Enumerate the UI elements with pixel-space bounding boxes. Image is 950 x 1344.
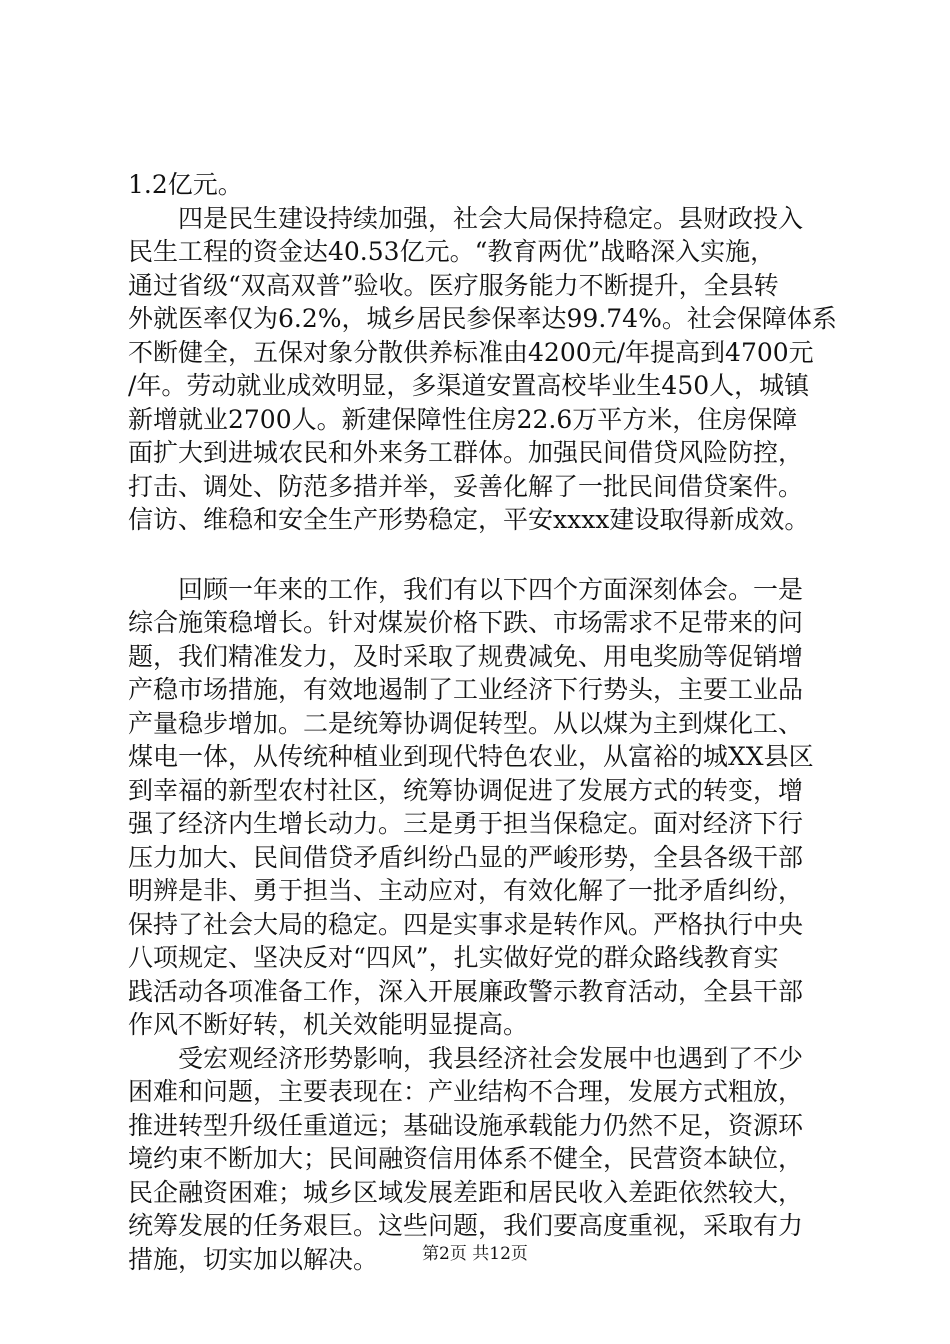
- text-line: 外就医率仅为6.2%，城乡居民参保率达99.74%。社会保障体系: [128, 304, 837, 333]
- text-line: 产量稳步增加。二是统筹协调促转型。从以煤为主到煤化工、: [128, 708, 804, 738]
- text-line: 四是民生建设持续加强，社会大局保持稳定。县财政投入: [128, 203, 804, 233]
- text-line: 1.2亿元。: [128, 170, 243, 199]
- text-line: 信访、维稳和安全生产形势稳定，平安xxxx建设取得新成效。: [128, 505, 810, 534]
- paragraph-gap: [128, 537, 840, 573]
- text-line: 新增就业2700人。新建保障性住房22.6万平方米，住房保障: [128, 404, 798, 434]
- text-line: 民企融资困难；城乡区域发展差距和居民收入差距依然较大，: [128, 1177, 804, 1207]
- text-line: 措施，切实加以解决。: [128, 1244, 379, 1274]
- text-line: 产稳市场措施，有效地遏制了工业经济下行势头，主要工业品: [128, 675, 804, 704]
- paragraph-1: [128, 168, 840, 537]
- text-line: 通过省级“双高双普”验收。医疗服务能力不断提升，全县转: [128, 270, 779, 300]
- document-body: [128, 168, 840, 1276]
- text-line: 打击、调处、防范多措并举，妥善化解了一批民间借贷案件。: [128, 471, 804, 501]
- text-line: 强了经济内生增长动力。三是勇于担当保稳定。面对经济下行: [128, 809, 804, 838]
- text-line: 八项规定、坚决反对“四风”，扎实做好党的群众路线教育实: [128, 943, 779, 972]
- text-line: 受宏观经济形势影响，我县经济社会发展中也遇到了不少: [128, 1043, 804, 1073]
- text-line: 推进转型升级任重道远；基础设施承载能力仍然不足，资源环: [128, 1110, 804, 1140]
- text-line: 统筹发展的任务艰巨。这些问题，我们要高度重视，采取有力: [128, 1211, 804, 1240]
- text-line: 践活动各项准备工作，深入开展廉政警示教育活动，全县干部: [128, 976, 804, 1006]
- text-line: /年。劳动就业成效明显，多渠道安置高校毕业生450人，城镇: [128, 371, 810, 400]
- text-line: 境约束不断加大；民间融资信用体系不健全，民营资本缺位，: [128, 1144, 804, 1173]
- text-line: 明辨是非、勇于担当、主动应对，有效化解了一批矛盾纠纷，: [128, 876, 804, 905]
- text-line: 压力加大、民间借贷矛盾纠纷凸显的严峻形势，全县各级干部: [128, 842, 804, 872]
- text-line: 不断健全，五保对象分散供养标准由4200元/年提高到4700元: [128, 337, 814, 367]
- paragraph-2: [128, 573, 840, 1277]
- text-line: 作风不断好转，机关效能明显提高。: [128, 1010, 529, 1039]
- text-line: 回顾一年来的工作，我们有以下四个方面深刻体会。一是: [128, 574, 804, 604]
- text-line: 面扩大到进城农民和外来务工群体。加强民间借贷风险防控，: [128, 438, 804, 467]
- text-line: 到幸福的新型农村社区，统筹协调促进了发展方式的转变，增: [128, 775, 804, 805]
- text-line: 综合施策稳增长。针对煤炭价格下跌、市场需求不足带来的问: [128, 608, 804, 637]
- text-line: 民生工程的资金达40.53亿元。“教育两优”战略深入实施，: [128, 237, 776, 266]
- text-line: 煤电一体，从传统种植业到现代特色农业，从富裕的城XX县区: [128, 742, 814, 771]
- text-line: 题，我们精准发力，及时采取了规费减免、用电奖励等促销增: [128, 641, 804, 671]
- text-line: 保持了社会大局的稳定。四是实事求是转作风。严格执行中央: [128, 909, 804, 939]
- page-number-footer: 第2页 共12页: [422, 1244, 528, 1264]
- text-line: 困难和问题，主要表现在：产业结构不合理，发展方式粗放，: [128, 1077, 804, 1106]
